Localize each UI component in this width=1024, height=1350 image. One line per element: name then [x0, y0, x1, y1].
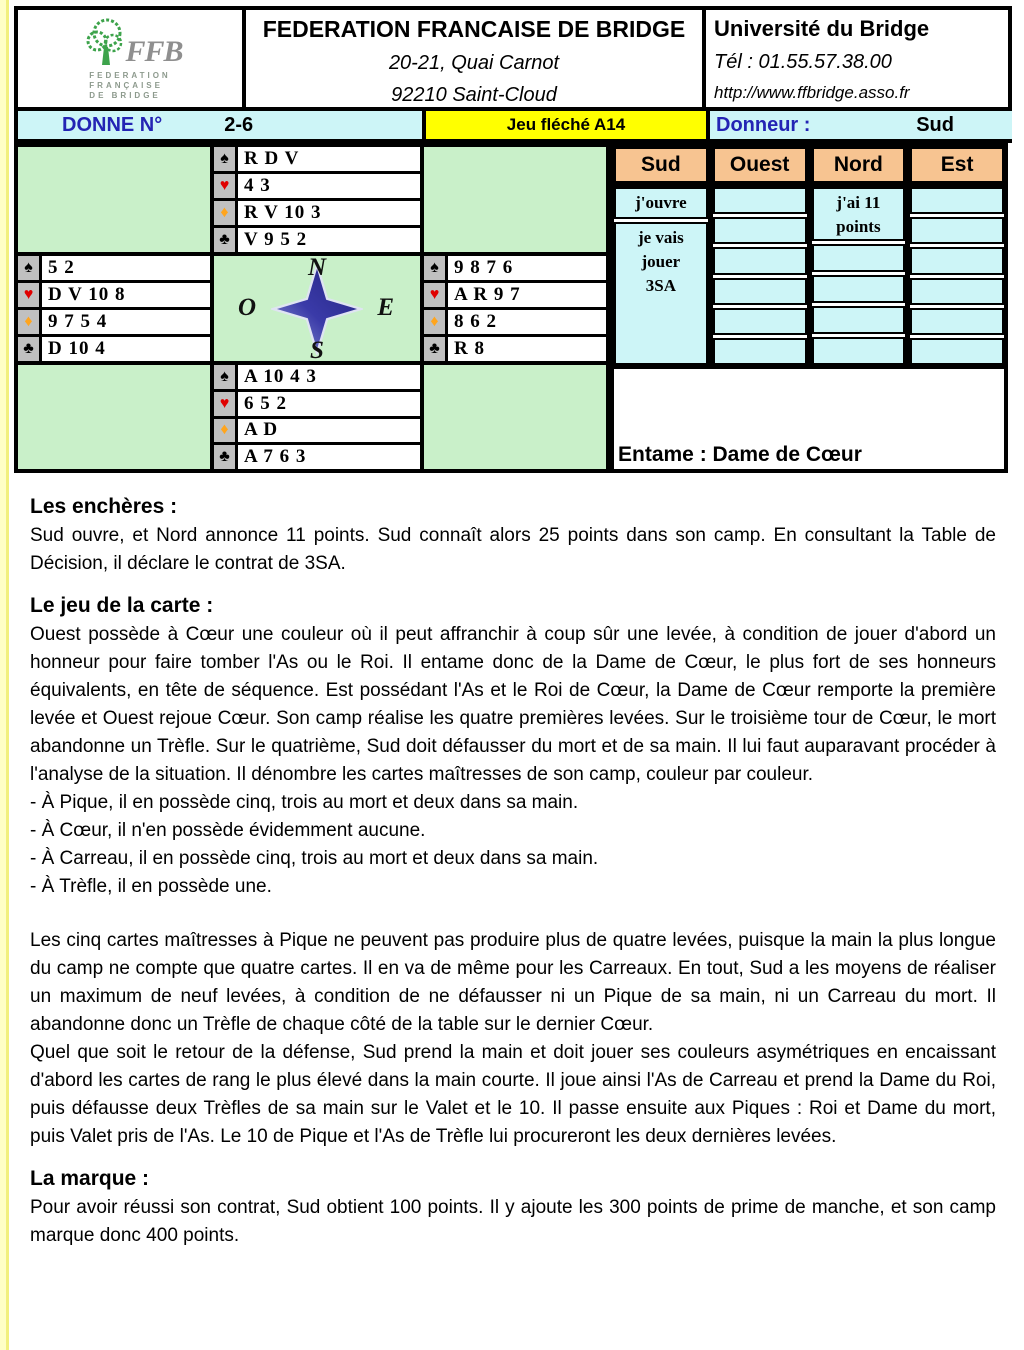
corner-southeast — [424, 365, 606, 469]
jeu-paragraph-3: Quel que soit le retour de la défense, Sud prend la main et doit jouer ses couleurs asymétriques en encaissant d'abord les cartes de rang le plus élevé dans la main courte. Il joue ainsi l'As de Carreau et prend la Dame du Roi, puis défausse deux Trèfles de sa main sur le Valet et le 10. Il passe ensuite aux Piques : Roi et Dame du mort, puis Valet pris de l'As. Le 10 de Pique et l'As de Trèfle lui procureront les deux dernières levées. — [30, 1042, 996, 1147]
sud-bid-line2: jouer — [641, 251, 681, 271]
donne-label: DONNE N° — [62, 113, 163, 136]
donneur-value: Sud — [916, 113, 954, 136]
south-diamonds-row — [214, 419, 420, 443]
south-diamonds-cards: A D — [238, 419, 420, 443]
north-hearts-cards: 4 3 — [238, 174, 420, 198]
club-icon: ♣ — [214, 445, 238, 469]
east-diamonds-cards: 8 6 2 — [448, 310, 606, 334]
entame-cell — [614, 369, 1004, 469]
west-clubs-cards: D 10 4 — [42, 337, 210, 361]
compass-rose — [214, 254, 420, 364]
bidding-header-row — [614, 147, 1004, 183]
compass-south-label: S — [310, 337, 324, 364]
south-hearts-row — [214, 392, 420, 416]
section-title-encheres: Les enchères : — [30, 495, 178, 518]
west-hearts-cards: D V 10 8 — [42, 283, 210, 307]
encheres-paragraph: Sud ouvre, et Nord annonce 11 points. Sud connaît alors 25 points dans son camp. En consultant la Table de Décision, il déclare le contrat de 3SA. — [30, 525, 996, 574]
ouest-bid-1 — [713, 187, 807, 214]
corner-northwest — [18, 147, 210, 252]
donneur-label: Donneur : — [716, 113, 811, 136]
diamond-icon: ♦ — [424, 310, 448, 334]
west-hearts-row — [18, 283, 210, 307]
logo-caption-line2: FRANÇAISE — [89, 80, 163, 90]
east-hearts-row — [424, 283, 606, 307]
est-bid-2 — [910, 217, 1004, 244]
spade-icon: ♠ — [18, 256, 42, 280]
federation-address-block — [246, 10, 702, 107]
ffb-logo — [18, 10, 242, 107]
lesson-text — [14, 473, 1012, 1250]
club-icon: ♣ — [214, 228, 238, 252]
est-bid-6 — [910, 338, 1004, 365]
jeu-fleche-cell — [426, 111, 706, 139]
sud-bid-line3: 3SA — [645, 275, 676, 295]
east-hearts-cards: A R 9 7 — [448, 283, 606, 307]
nord-bid-4 — [812, 306, 906, 334]
spade-icon: ♠ — [214, 365, 238, 389]
bidding-header-nord: Nord — [812, 147, 906, 183]
nord-bid-2 — [812, 244, 906, 272]
west-hand — [18, 256, 210, 361]
heart-icon: ♥ — [424, 283, 448, 307]
diamond-icon: ♦ — [214, 201, 238, 225]
bidding-column-nord — [812, 187, 906, 365]
est-bid-3 — [910, 247, 1004, 274]
south-spades-row — [214, 365, 420, 389]
universite-title: Université du Bridge — [714, 16, 930, 41]
north-diamonds-row — [214, 201, 420, 225]
east-spades-cards: 9 8 7 6 — [448, 256, 606, 280]
sud-bid-2 — [614, 222, 708, 365]
jeu-fleche-label: Jeu fléché A14 — [506, 115, 626, 134]
jeu-bullet-pique: - À Pique, il en possède cinq, trois au mort et deux dans sa main. — [30, 792, 579, 813]
nord-bid-line1: j'ai 11 — [836, 193, 881, 212]
diamond-icon: ♦ — [18, 310, 42, 334]
north-spades-cards: R D V — [238, 147, 420, 171]
ouest-bid-5 — [713, 308, 807, 335]
club-icon: ♣ — [424, 337, 448, 361]
south-clubs-row — [214, 445, 420, 469]
heart-icon: ♥ — [214, 392, 238, 416]
compass-west-label: O — [238, 293, 257, 321]
heart-icon: ♥ — [214, 174, 238, 198]
nord-bid-1 — [812, 187, 906, 241]
bidding-header-est: Est — [910, 147, 1004, 183]
south-hearts-cards: 6 5 2 — [238, 392, 420, 416]
heart-icon: ♥ — [18, 283, 42, 307]
bidding-column-sud — [614, 187, 708, 365]
east-hand — [424, 256, 606, 361]
west-diamonds-cards: 9 7 5 4 — [42, 310, 210, 334]
page-left-margin-strip — [0, 0, 9, 1350]
federation-title: FEDERATION FRANCAISE DE BRIDGE — [262, 16, 686, 42]
ffb-logo-caption — [89, 71, 170, 101]
club-icon: ♣ — [18, 337, 42, 361]
nord-bid-5 — [812, 337, 906, 365]
ffb-tree-icon — [77, 17, 131, 69]
bridge-lesson-document — [14, 6, 1012, 1250]
federation-street: 20-21, Quai Carnot — [388, 52, 560, 74]
deal-diagram — [14, 143, 614, 473]
ouest-bid-4 — [713, 278, 807, 305]
ouest-bid-6 — [713, 338, 807, 365]
donne-cell — [18, 111, 422, 139]
spacer — [30, 901, 996, 927]
jeu-paragraph-2: Les cinq cartes maîtresses à Pique ne peuvent pas produire plus de quatre levées, puisque la main la plus longue du camp ne compte que quatre cartes. Il en va de même pour les Carreaux. En tout, Sud a les moyens de réaliser un maximum de neuf levées, à condition de ne défausser ni un Pique de sa main, ni un Carreau du mort. Il abandonne donc un Trèfle de chaque côté de la table sur le dernier Cœur. — [30, 930, 996, 1035]
north-clubs-row — [214, 228, 420, 252]
donne-number: 2-6 — [224, 113, 254, 136]
donneur-cell — [710, 111, 1012, 139]
deal-and-bidding-area — [14, 143, 1012, 473]
nord-bid-line2: points — [836, 217, 881, 236]
marque-paragraph: Pour avoir réussi son contrat, Sud obtient 100 points. Il y ajoute les 300 points de prime de manche, et son camp marque donc 400 points. — [30, 1197, 996, 1246]
spade-icon: ♠ — [424, 256, 448, 280]
spade-icon: ♠ — [214, 147, 238, 171]
corner-northeast — [424, 147, 606, 252]
logo-caption-line1: FEDERATION — [89, 70, 171, 80]
section-title-jeu: Le jeu de la carte : — [30, 594, 214, 617]
jeu-bullet-carreau: - À Carreau, il en possède cinq, trois au mort et deux dans sa main. — [30, 848, 599, 869]
ouest-bid-2 — [713, 217, 807, 244]
diamond-icon: ♦ — [214, 419, 238, 443]
sud-bid-line1: je vais — [637, 227, 684, 247]
website-url: http://www.ffbridge.asso.fr — [714, 83, 910, 102]
ffb-abbreviation: FFB — [125, 34, 183, 68]
logo-caption-line3: DE BRIDGE — [89, 90, 161, 100]
entame-text: Entame : Dame de Cœur — [618, 443, 862, 466]
sud-bid-1: j'ouvre — [614, 187, 708, 219]
bidding-header-sud: Sud — [614, 147, 708, 183]
bidding-header-ouest: Ouest — [713, 147, 807, 183]
bidding-column-ouest — [713, 187, 807, 365]
west-clubs-row — [18, 337, 210, 361]
east-spades-row — [424, 256, 606, 280]
west-diamonds-row — [18, 310, 210, 334]
north-hand — [214, 147, 420, 252]
compass-north-label: N — [307, 254, 327, 281]
south-hand — [214, 365, 420, 469]
nord-bid-3 — [812, 275, 906, 303]
jeu-bullet-coeur: - À Cœur, il n'en possède évidemment aucune. — [30, 820, 426, 841]
phone-number: Tél : 01.55.57.38.00 — [714, 51, 892, 73]
est-bid-4 — [910, 278, 1004, 305]
north-diamonds-cards: R V 10 3 — [238, 201, 420, 225]
compass-east-label: E — [377, 293, 394, 321]
north-spades-row — [214, 147, 420, 171]
corner-southwest — [18, 365, 210, 469]
bidding-column-est — [910, 187, 1004, 365]
bidding-table — [610, 143, 1008, 473]
deal-info-bar — [14, 111, 1012, 143]
ouest-bid-3 — [713, 247, 807, 274]
est-bid-5 — [910, 308, 1004, 335]
section-title-marque: La marque : — [30, 1167, 150, 1190]
east-clubs-cards: R 8 — [448, 337, 606, 361]
jeu-paragraph-1: Ouest possède à Cœur une couleur où il peut affranchir à coup sûr une levée, à condition de jouer d'abord un honneur pour faire tomber l'As ou le Roi. Il entame donc de la Dame de Cœur, le plus fort de ses honneurs équivalents, en tête de séquence. Est possédant l'As et le Roi de Cœur, la Dame de Cœur remporte la première levée et Ouest rejoue Cœur. Son camp réalise les quatre premières levées. Sur le troisième tour de Cœur, le mort abandonne un Trèfle. Sur le quatrième, Sud doit défausser du mort et de sa main. Il lui faut auparavant procéder à l'analyse de la situation. Il dénombre les cartes maîtresses de son camp, couleur par couleur. — [30, 624, 996, 785]
north-clubs-cards: V 9 5 2 — [238, 228, 420, 252]
west-spades-cards: 5 2 — [42, 256, 210, 280]
south-spades-cards: A 10 4 3 — [238, 365, 420, 389]
east-clubs-row — [424, 337, 606, 361]
north-hearts-row — [214, 174, 420, 198]
universite-block — [706, 10, 1008, 107]
est-bid-1 — [910, 187, 1004, 214]
east-diamonds-row — [424, 310, 606, 334]
west-spades-row — [18, 256, 210, 280]
federation-city: 92210 Saint-Cloud — [391, 84, 557, 106]
jeu-bullet-trefle: - À Trèfle, il en possède une. — [30, 876, 272, 897]
south-clubs-cards: A 7 6 3 — [238, 445, 420, 469]
header-table — [14, 6, 1012, 111]
